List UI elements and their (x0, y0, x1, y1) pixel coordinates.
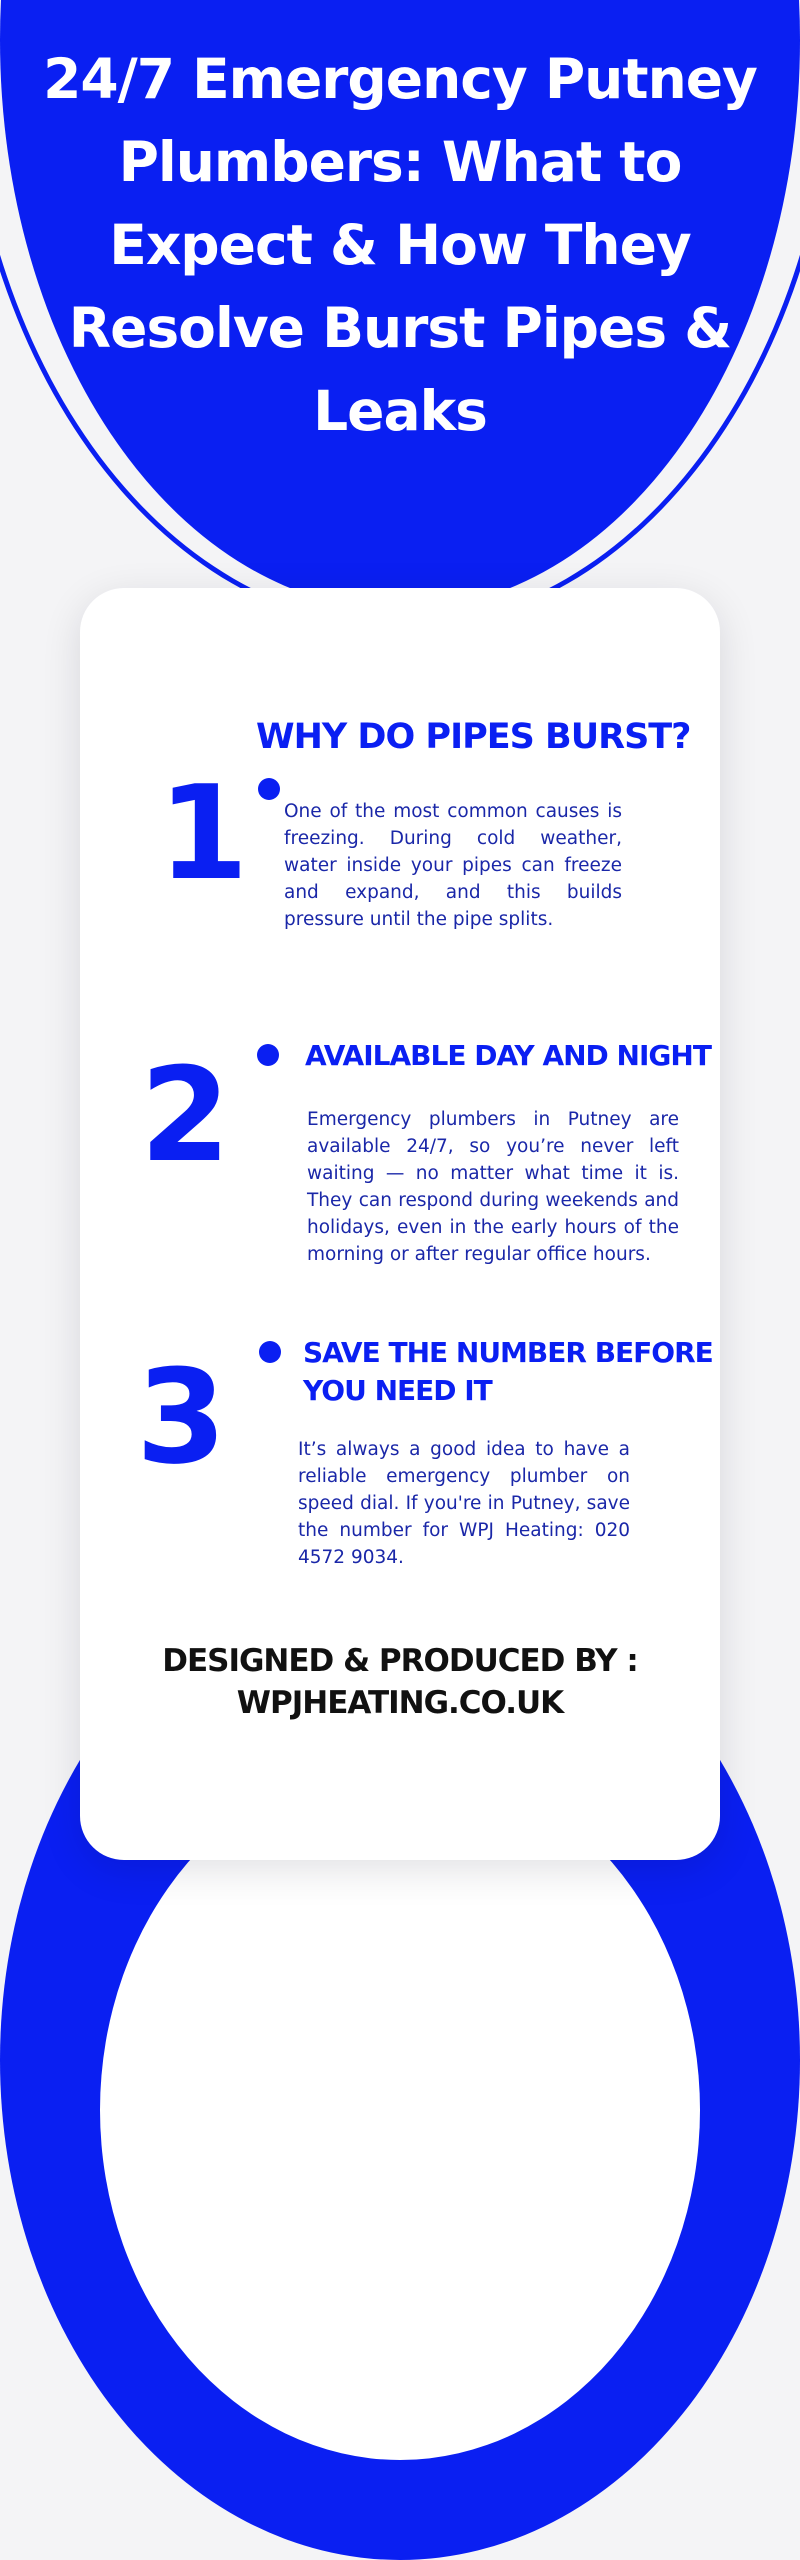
credit (80, 1640, 720, 1724)
section-3-text: It’s always a good idea to have a reliable emergency plumber on speed dial. If you're in Putney, save the number for WPJ Heating: 020 4572 9034. (298, 1439, 630, 1568)
section-1-bullet-icon (258, 778, 280, 800)
credit-line-1: DESIGNED & PRODUCED BY : (162, 1643, 638, 1679)
section-3-number: 3 (136, 1341, 227, 1493)
section-1-text: One of the most common causes is freezing. During cold weather, water inside your pipes can freeze and expand, and this builds pressure until the pipe splits. (284, 801, 622, 930)
section-3-bullet-icon (259, 1341, 281, 1363)
section-2-heading: AVAILABLE DAY AND NIGHT (305, 1039, 711, 1072)
section-2-bullet-icon (257, 1044, 279, 1066)
section-3-heading: SAVE THE NUMBER BEFORE YOU NEED IT (303, 1336, 713, 1407)
section-2-number: 2 (140, 1039, 231, 1191)
page-title: 24/7 Emergency Putney Plumbers: What to Expect & How They Resolve Burst Pipes & Leaks (43, 47, 757, 443)
section-1-number: 1 (158, 757, 249, 909)
section-2-text: Emergency plumbers in Putney are available 24/7, so you’re never left waiting — no matter what time it is. They can respond during weekends and holidays, even in the early hours of the morning or after regular office hours. (307, 1109, 679, 1265)
bottom-inner-decoration (100, 1760, 700, 2460)
section-1-heading: WHY DO PIPES BURST? (256, 717, 691, 757)
credit-website: WPJHEATING.CO.UK (236, 1685, 564, 1721)
